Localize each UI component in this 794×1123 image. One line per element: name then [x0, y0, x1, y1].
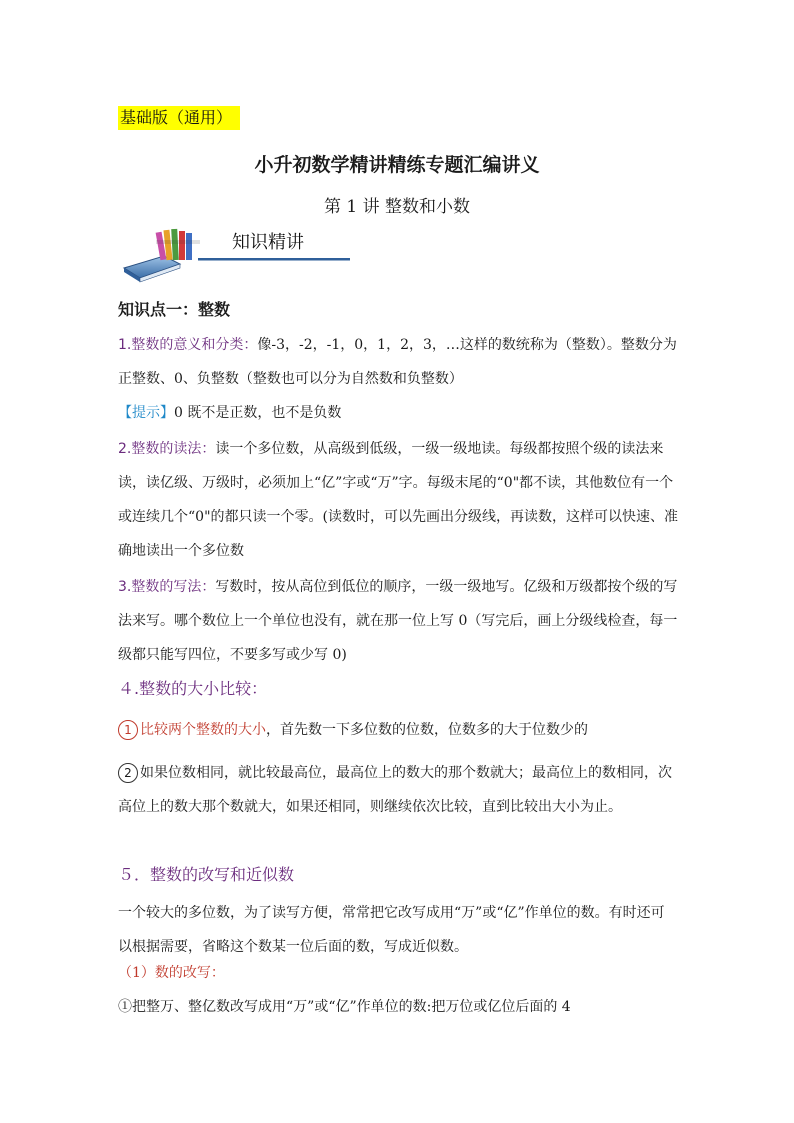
section-4-point-1 — [118, 713, 678, 747]
section-4-point-2 — [118, 756, 678, 824]
tip-line — [118, 400, 341, 426]
section-4-point-1-text: ，首先数一下多位数的位数，位数多的大于位数少的 — [266, 722, 588, 738]
tip-label: 【提示】 — [118, 405, 174, 421]
knowledge-banner-title: 知识精讲 — [232, 232, 304, 253]
circled-one-icon: 1 — [118, 720, 138, 740]
section-4-point-2-text: 如果位数相同，就比较最高位，最高位上的数大的那个数就大；最高位上的数相同，次高位上的数大那个数就大，如果还相同，则继续依次比较，直到比较出大小为止。 — [118, 765, 672, 815]
section-5-subtitle: （1）数的改写： — [118, 965, 225, 981]
section-5-title: ５．整数的改写和近似数 — [118, 865, 295, 884]
lecture-title: 第 1 讲 整数和小数 — [323, 197, 471, 217]
section-4-title: ４.整数的大小比较： — [118, 679, 268, 698]
section-5-sub-body: ①把整万、整亿数改写成用“万”或“亿”作单位的数:把万位或亿位后面的 4 — [118, 999, 571, 1015]
tip-text: 0 既不是正数，也不是负数 — [174, 405, 342, 421]
item-3-heading: 整数的写法： — [131, 579, 216, 595]
circled-two-icon: 2 — [118, 763, 138, 783]
item-1-body: 像-3，-2，-1，0，1，2，3，…这样的数统称为（整数）。整数分为正整数、0、负整数（整数也可以分为自然数和负整数） — [118, 337, 677, 387]
item-1-paragraph — [118, 328, 678, 396]
knowledge-point-title: 知识点一：整数 — [118, 300, 231, 319]
item-1-heading: 整数的意义和分类： — [131, 337, 258, 353]
section-4-point-1-highlight: 比较两个整数的大小 — [140, 722, 266, 738]
item-2-number: 2. — [118, 441, 132, 457]
item-2-heading: 整数的读法： — [131, 441, 216, 457]
item-2-body: 读一个多位数，从高级到低级，一级一级地读。每级都按照个级的读法来读，读亿级、万级时，必须加上“亿”字或“万”字。每级末尾的“0"都不读，其他数位有一个或连续几个“0"的都只读一个零。(读数时，可以先画出分级线，再读数，这样可以快速、准确地读出一个多位数 — [118, 441, 678, 559]
item-3-paragraph — [118, 570, 678, 672]
item-1-number: 1. — [118, 337, 132, 353]
document-title: 小升初数学精讲精练专题汇编讲义 — [254, 154, 540, 176]
item-2-paragraph — [118, 432, 678, 568]
item-3-number: 3. — [118, 579, 132, 595]
edition-badge: 基础版（通用） — [118, 106, 240, 130]
item-3-body: 写数时，按从高位到低位的顺序，一级一级地写。亿级和万级都按个级的写法来写。哪个数位上一个单位也没有，就在那一位上写 0（写完后，画上分级线检查，每一级都只能写四位，不要多写或少写 0) — [118, 579, 678, 663]
section-5-body: 一个较大的多位数，为了读写方便，常常把它改写成用“万”或“亿”作单位的数。有时还可以根据需要，省略这个数某一位后面的数，写成近似数。 — [118, 905, 665, 955]
